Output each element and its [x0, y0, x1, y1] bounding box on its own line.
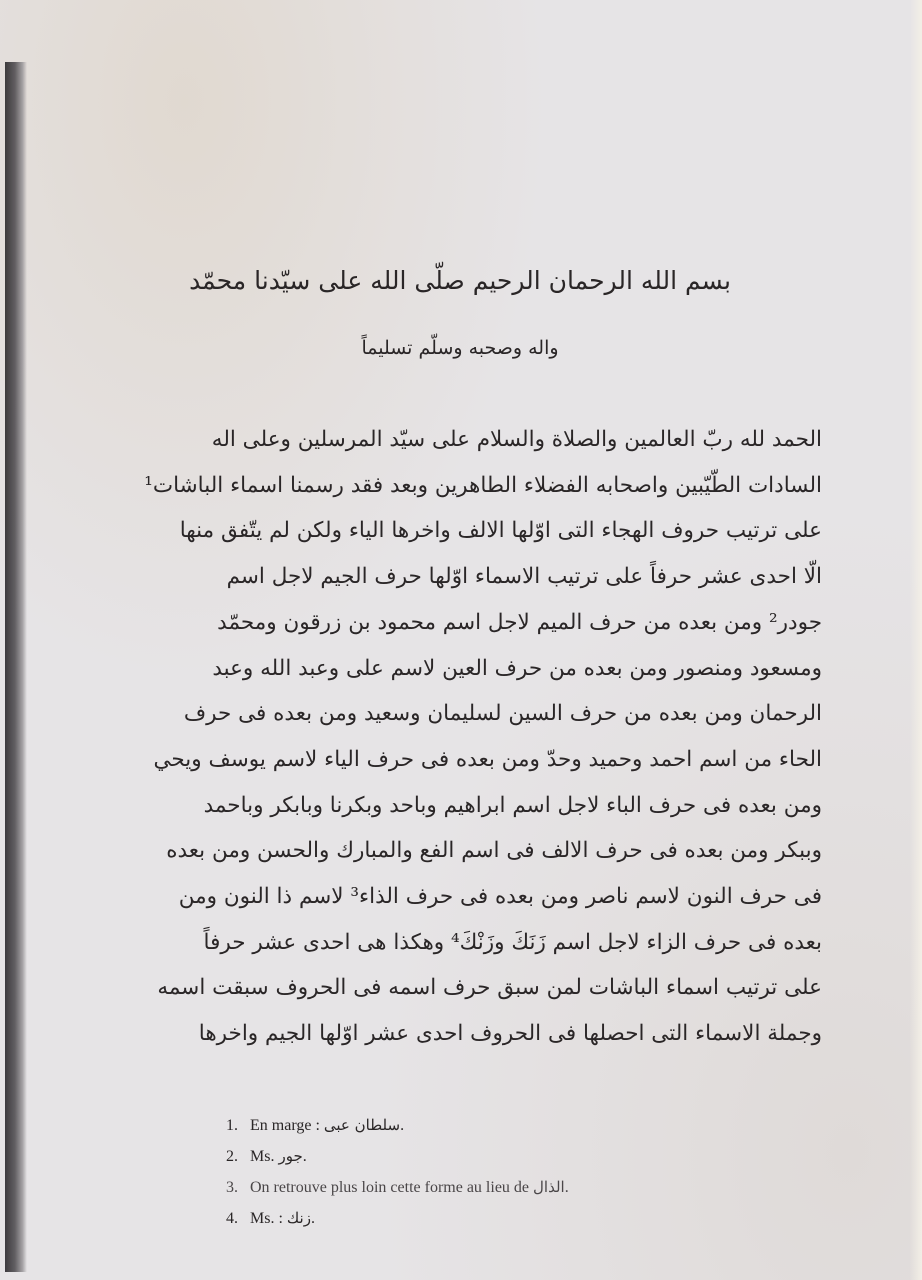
page-edge [910, 0, 922, 1280]
footnote-text: Ms. [250, 1148, 275, 1165]
footnote-4 [226, 1203, 746, 1234]
footnote-arabic: جور [278, 1147, 303, 1165]
text-line: جودر² ومن بعده من حرف الميم لاجل اسم محمود بن زرقون ومحمّد [217, 609, 822, 635]
footnote-number: 4. [226, 1210, 238, 1227]
text-line: وببكر ومن بعده فى حرف الالف فى اسم الفع والمبارك والحسن ومن بعده [166, 838, 822, 864]
text-line: ومن بعده فى حرف الباء لاجل اسم ابراهيم وباحد وبكرنا وبابكر وباحمد [203, 792, 822, 818]
footnote-period: . [564, 1179, 569, 1196]
footnote-period: . [400, 1117, 405, 1134]
footnote-text: Ms. : [250, 1210, 283, 1227]
footnote-period: . [302, 1148, 307, 1165]
text-line: ومسعود ومنصور ومن بعده من حرف العين لاسم على وعبد الله وعبد [212, 655, 822, 681]
footnote-number: 3. [226, 1179, 238, 1196]
main-text [144, 417, 822, 1057]
footnote-1 [226, 1110, 746, 1141]
footnote-text: En marge : [250, 1117, 320, 1134]
text-line: على ترتيب اسماء الباشات لمن سبق حرف اسمه فى الحروف سبقت اسمه [157, 975, 822, 1001]
text-line: السادات الطّيّبين واصحابه الفضلاء الطاهرين وبعد فقد رسمنا اسماء الباشات¹ [144, 472, 822, 498]
footnote-number: 1. [226, 1117, 238, 1134]
text-line: الحمد لله ربّ العالمين والصلاة والسلام على سيّد المرسلين وعلى اله [211, 427, 822, 452]
book-spine-shadow [5, 62, 27, 1272]
footnote-2 [226, 1141, 746, 1172]
text-line: الرحمان ومن بعده من حرف السين لسليمان وسعيد ومن بعده فى حرف [183, 701, 822, 727]
text-line: على ترتيب حروف الهجاء التى اوّلها الالف واخرها الياء ولكن لم يتّفق منها [179, 518, 822, 544]
text-line: الّا احدى عشر حرفاً على ترتيب الاسماء اوّلها حرف الجيم لاجل اسم [226, 564, 822, 590]
footnote-arabic: الذال [533, 1178, 565, 1196]
text-line: بعده فى حرف الزاء لاجل اسم زَنَكَ وزَنْكَ⁴ وهكذا هى احدى عشر حرفاً [203, 929, 822, 955]
footnote-period: . [310, 1210, 315, 1227]
footnote-arabic: زنك [286, 1209, 311, 1227]
basmala-heading: بسم الله الرحمان الرحيم صلّى الله على سيّدنا محمّد [189, 266, 731, 295]
footnote-number: 2. [226, 1148, 238, 1165]
text-line: فى حرف النون لاسم ناصر ومن بعده فى حرف الذاء³ لاسم ذا النون ومن [178, 884, 822, 910]
footnote-arabic: سلطان عبى [323, 1116, 401, 1134]
text-line: وجملة الاسماء التى احصلها فى الحروف احدى عشر اوّلها الجيم واخرها [198, 1021, 822, 1047]
footnote-text: On retrouve plus loin cette forme au lieu de [250, 1179, 530, 1196]
footnote-3 [226, 1172, 746, 1203]
basmala-subheading: واله وصحبه وسلّم تسليماً [361, 337, 559, 359]
footnotes [226, 1110, 746, 1234]
text-line: الحاء من اسم احمد وحميد وحدّ ومن بعده فى حرف الياء لاسم يوسف ويحي [153, 746, 822, 772]
